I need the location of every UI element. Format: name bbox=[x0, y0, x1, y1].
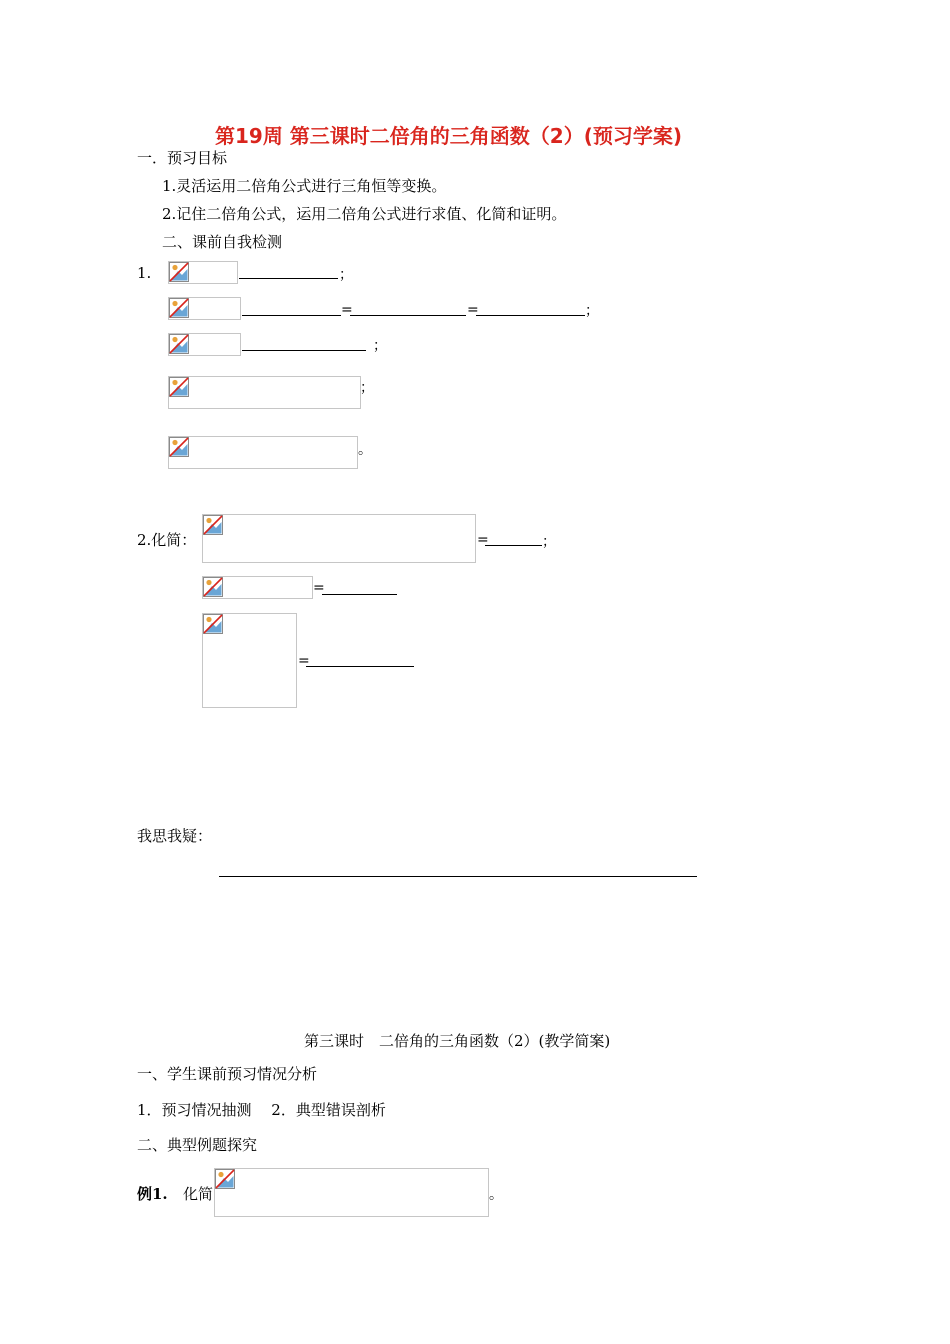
formula-image-6 bbox=[202, 514, 476, 563]
formula-image-8 bbox=[202, 613, 297, 708]
blank-2a[interactable] bbox=[242, 315, 341, 316]
broken-image-icon bbox=[169, 262, 189, 282]
reflect-blank[interactable] bbox=[219, 876, 697, 877]
q2-equals-2: = bbox=[313, 580, 325, 596]
q2-equals-1: = bbox=[477, 532, 489, 548]
broken-image-icon bbox=[169, 334, 189, 354]
blank-2c[interactable] bbox=[476, 315, 585, 316]
example-1-period: 。 bbox=[489, 1187, 503, 1203]
formula-image-1 bbox=[168, 261, 238, 284]
blank-4[interactable] bbox=[485, 545, 542, 546]
q1-semicolon-3: ； bbox=[373, 338, 387, 354]
broken-image-icon bbox=[203, 614, 223, 634]
broken-image-icon bbox=[169, 437, 189, 457]
formula-image-7 bbox=[202, 576, 313, 599]
broken-image-icon bbox=[169, 298, 189, 318]
q2-label: 2.化简： bbox=[137, 531, 197, 549]
formula-image-9 bbox=[214, 1168, 489, 1217]
formula-image-3 bbox=[168, 333, 241, 356]
example-1-text: 化简 bbox=[183, 1185, 214, 1203]
blank-2b[interactable] bbox=[350, 315, 466, 316]
teaching-section-1-items: 1．预习情况抽测 2．典型错误剖析 bbox=[137, 1101, 386, 1119]
teaching-section-2: 二、典型例题探究 bbox=[137, 1136, 258, 1154]
q1-period: 。 bbox=[358, 442, 372, 458]
page-title: 第19周 第三课时二倍角的三角函数（2）(预习学案) bbox=[215, 124, 682, 148]
teaching-title: 第三课时 二倍角的三角函数（2）(教学简案) bbox=[304, 1032, 611, 1050]
teaching-section-1: 一、学生课前预习情况分析 bbox=[137, 1065, 318, 1083]
blank-6[interactable] bbox=[306, 666, 414, 667]
goal-2: 2.记住二倍角公式，运用二倍角公式进行求值、化简和证明。 bbox=[162, 205, 567, 223]
broken-image-icon bbox=[169, 377, 189, 397]
q1-equals-1: = bbox=[341, 302, 353, 318]
broken-image-icon bbox=[203, 515, 223, 535]
blank-1[interactable] bbox=[239, 278, 338, 279]
goals-heading: 一．预习目标 bbox=[137, 149, 228, 167]
example-1-label: 例1. bbox=[137, 1185, 168, 1203]
formula-image-5 bbox=[168, 436, 358, 469]
formula-image-4 bbox=[168, 376, 361, 409]
q1-label: 1. bbox=[137, 264, 152, 282]
reflect-label: 我思我疑： bbox=[137, 827, 213, 845]
broken-image-icon bbox=[203, 577, 223, 597]
q1-semicolon-4: ； bbox=[360, 380, 374, 396]
goal-1: 1.灵活运用二倍角公式进行三角恒等变换。 bbox=[162, 177, 447, 195]
blank-5[interactable] bbox=[322, 594, 397, 595]
q1-equals-2: = bbox=[467, 302, 479, 318]
q1-semicolon-1: ； bbox=[339, 267, 353, 283]
q2-semicolon: ； bbox=[542, 534, 556, 550]
selfcheck-heading: 二、课前自我检测 bbox=[162, 233, 283, 251]
q2-equals-3: = bbox=[298, 653, 310, 669]
q1-semicolon-2: ； bbox=[585, 303, 599, 319]
formula-image-2 bbox=[168, 297, 241, 320]
broken-image-icon bbox=[215, 1169, 235, 1189]
blank-3[interactable] bbox=[242, 350, 366, 351]
